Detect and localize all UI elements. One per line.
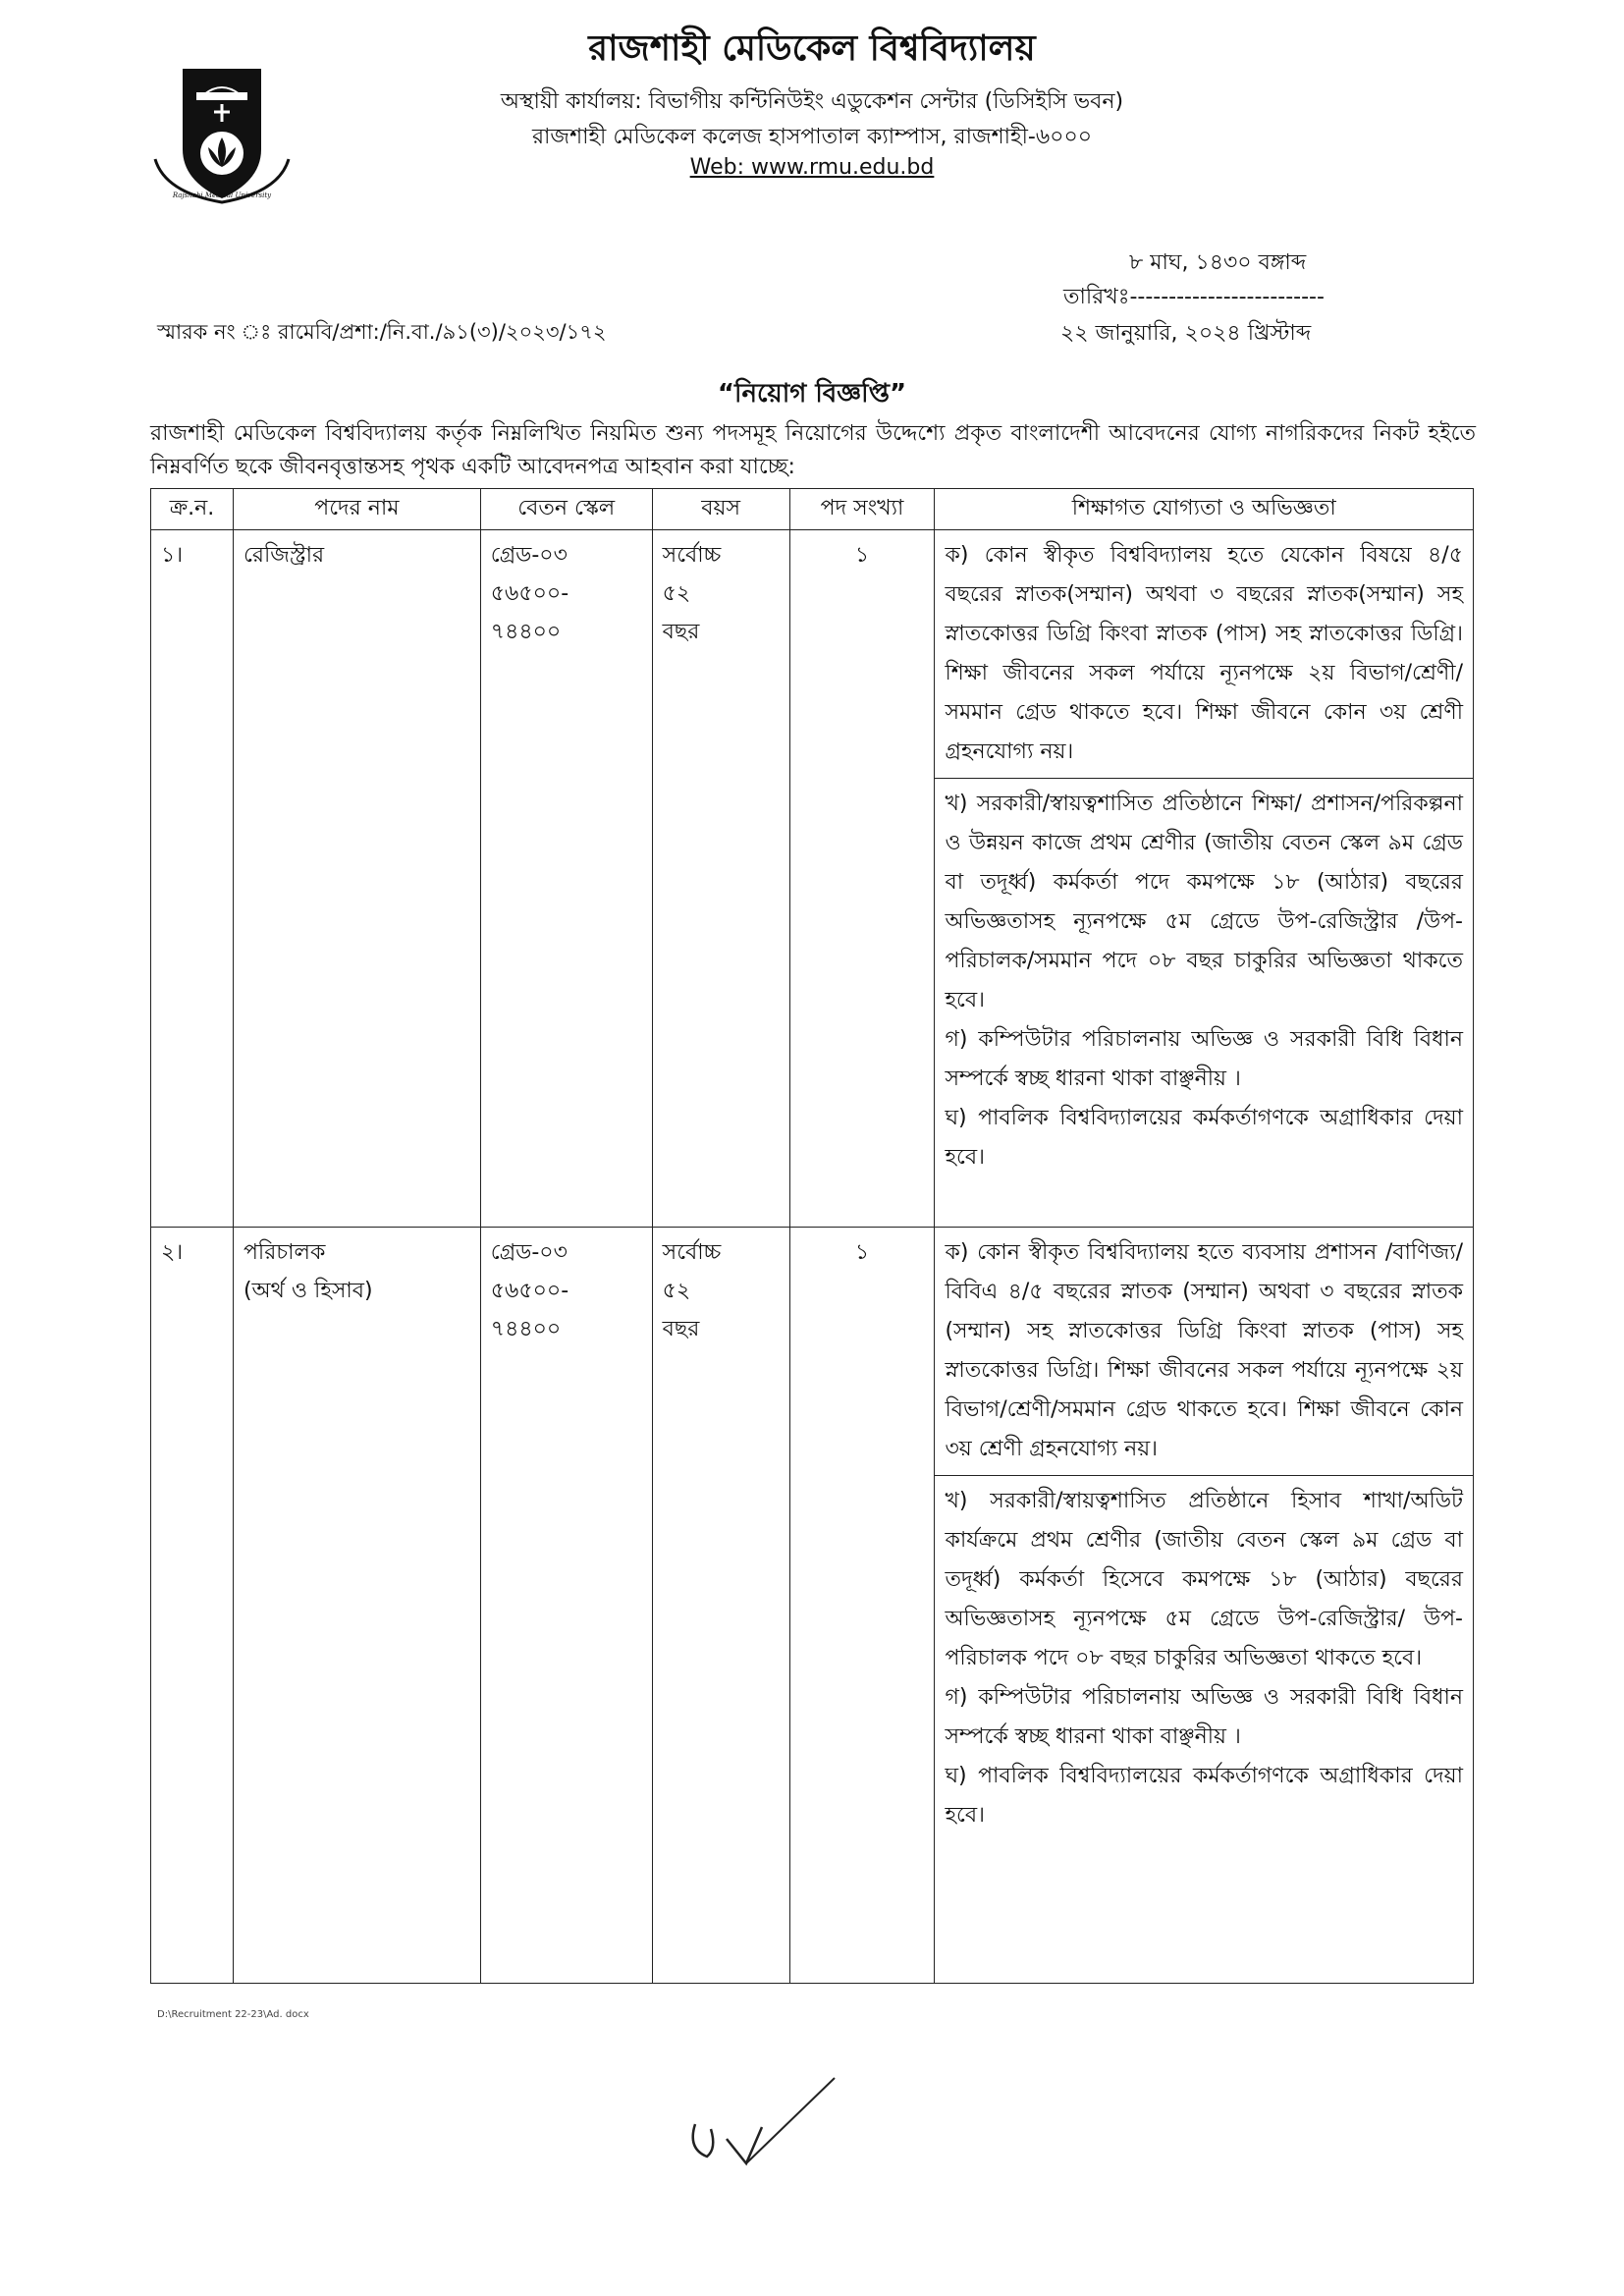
header-scale: বেতন স্কেল [480,489,652,530]
qualification-d: ঘ) পাবলিক বিশ্ববিদ্যালয়ের কর্মকর্তাগণকে অগ্রাধিকার দেয়া হবে। [945,1106,1463,1170]
qualification-c: গ) কম্পিউটার পরিচালনায় অভিজ্ঞ ও সরকারী বিধি বিধান সম্পর্কে স্বচ্ছ ধারনা থাকা বাঞ্ছনীয় । [945,1027,1463,1091]
campus-address: রাজশাহী মেডিকেল কলেজ হাসপাতাল ক্যাম্পাস, রাজশাহী-৬০০০ [531,125,1093,149]
grade: গ্রেড-০৩ [490,1240,568,1265]
count-cell: ১ [789,1228,935,1984]
qualification-cell [935,530,1474,1228]
qualification-a: ক) কোন স্বীকৃত বিশ্ববিদ্যালয় হতে যেকোন বিষয়ে ৪/৫ বছরের স্নাতক(সম্মান) অথবা ৩ বছরের স্নাতক(সম্মান) সহ স্নাতকোত্তর ডিগ্রি কিংবা স্নাতক (পাস) সহ স্নাতকোত্তর ডিগ্রি। শিক্ষা জীবনের সকল পর্যায়ে ন্যূনপক্ষে ২য় বিভাগ/শ্রেণী/সমমান গ্রেড থাকতে হবে। শিক্ষা জীবনে কোন ৩য় শ্রেণী গ্রহনযোগ্য নয়। [945,543,1463,764]
scale-cell [480,1228,652,1984]
age-label: সর্বোচ্চ [662,543,722,568]
age-value: ৫২ [662,581,691,606]
age-value: ৫২ [662,1279,691,1303]
office-address: অস্থায়ী কার্যালয়: বিভাগীয় কন্টিনিউইং এডুকেশন সেন্টার (ডিসিইসি ভবন) [500,89,1124,114]
scale-end: ৭৪৪০০ [490,1317,562,1341]
qualification-sub-block [935,778,1473,1177]
scale-start: ৫৬৫০০- [490,1279,569,1303]
age-unit: বছর [662,620,700,644]
header-qualification: শিক্ষাগত যোগ্যতা ও অভিজ্ঞতা [935,489,1474,530]
scale-end: ৭৪৪০০ [490,620,562,644]
signature-mark [677,2070,844,2178]
website-link[interactable]: Web: www.rmu.edu.bd [689,155,935,180]
count-cell: ১ [789,530,935,1228]
post-cell [233,530,480,1228]
age-label: সর্বোচ্চ [662,1240,722,1265]
memo-number: স্মারক নং ঃ রামেবি/প্রশা:/নি.বা./৯১(৩)/২০২৩/১৭২ [157,320,607,344]
qualification-sub-block [935,1475,1473,1835]
serial-cell: ২। [151,1228,234,1984]
file-path-footer: D:\Recruitment 22-23\Ad. docx [157,2009,309,2020]
svg-text:Rajshahi Medical University: Rajshahi Medical University [172,191,272,199]
qualification-b: খ) সরকারী/স্বায়ত্বশাসিত প্রতিষ্ঠানে হিসাব শাখা/অডিট কার্যক্রমে প্রথম শ্রেণীর (জাতীয় বেতন স্কেল ৯ম গ্রেড বা তদূর্ধ্ব) কর্মকর্তা হিসেবে কমপক্ষে ১৮ (আঠার) বছরের অভিজ্ঞতাসহ ন্যূনপক্ষে ৫ম গ্রেডে উপ-রেজিস্ট্রার/ উপ-পরিচালক পদে ০৮ বছর চাকুরির অভিজ্ঞতা থাকতে হবে। [945,1489,1463,1670]
notice-title: “নিয়োগ বিজ্ঞপ্তি” [717,379,907,409]
header-post: পদের নাম [233,489,480,530]
table-row [151,1228,1474,1984]
date-label: তারিখঃ------------------------- [1063,285,1325,309]
qualification-a: ক) কোন স্বীকৃত বিশ্ববিদ্যালয় হতে ব্যবসায় প্রশাসন /বাণিজ্য/বিবিএ ৪/৫ বছরের স্নাতক (সম্মান) অথবা ৩ বছরের স্নাতক (সম্মান) সহ স্নাতকোত্তর ডিগ্রি কিংবা স্নাতক (পাস) সহ স্নাতকোত্তর ডিগ্রি। শিক্ষা জীবনের সকল পর্যায়ে ন্যূনপক্ষে ২য় বিভাগ/শ্রেণী/সমমান গ্রেড থাকতে হবে। শিক্ষা জীবনে কোন ৩য় শ্রেণী গ্রহনযোগ্য নয়। [945,1240,1463,1461]
header-serial: ক্র.ন. [151,489,234,530]
post-subtitle: (অর্থ ও হিসাব) [243,1279,373,1303]
age-cell [652,530,789,1228]
age-unit: বছর [662,1317,700,1341]
scale-cell [480,530,652,1228]
date-bangla: ৮ মাঘ, ১৪৩০ বঙ্গাব্দ [1129,250,1307,275]
post-cell [233,1228,480,1984]
serial-cell: ১। [151,530,234,1228]
intro-paragraph: রাজশাহী মেডিকেল বিশ্ববিদ্যালয় কর্তৃক নিম্নলিখিত নিয়মিত শুন্য পদসমূহ নিয়োগের উদ্দেশ্যে প্রকৃত বাংলাদেশী আবেদনের যোগ্য নাগরিকদের নিকট হইতে নিম্নবর্ণিত ছকে জীবনবৃত্তান্তসহ পৃথক একটি আবেদনপত্র আহবান করা যাচ্ছে: [150,421,1476,479]
qualification-cell [935,1228,1474,1984]
age-cell [652,1228,789,1984]
scale-start: ৫৬৫০০- [490,581,569,606]
header-count: পদ সংখ্যা [789,489,935,530]
grade: গ্রেড-০৩ [490,543,568,568]
header-age: বয়স [652,489,789,530]
posts-table [150,488,1474,1984]
post-name: পরিচালক [243,1240,326,1265]
university-title: রাজশাহী মেডিকেল বিশ্ববিদ্যালয় [588,28,1036,69]
post-name: রেজিস্ট্রার [243,543,325,568]
qualification-c: গ) কম্পিউটার পরিচালনায় অভিজ্ঞ ও সরকারী বিধি বিধান সম্পর্কে স্বচ্ছ ধারনা থাকা বাঞ্ছনীয় । [945,1685,1463,1749]
qualification-b: খ) সরকারী/স্বায়ত্বশাসিত প্রতিষ্ঠানে শিক্ষা/ প্রশাসন/পরিকল্পনা ও উন্নয়ন কাজে প্রথম শ্রেণীর (জাতীয় বেতন স্কেল ৯ম গ্রেড বা তদূর্ধ্ব) কর্মকর্তা পদে কমপক্ষে ১৮ (আঠার) বছরের অভিজ্ঞতাসহ ন্যূনপক্ষে ৫ম গ্রেডে উপ-রেজিস্ট্রার /উপ-পরিচালক/সমমান পদে ০৮ বছর চাকুরির অভিজ্ঞতা থাকতে হবে। [945,792,1463,1012]
date-english: ২২ জানুয়ারি, ২০২৪ খ্রিস্টাব্দ [1060,321,1312,346]
qualification-d: ঘ) পাবলিক বিশ্ববিদ্যালয়ের কর্মকর্তাগণকে অগ্রাধিকার দেয়া হবে। [945,1764,1463,1828]
table-row [151,530,1474,1228]
table-header-row [151,489,1474,530]
